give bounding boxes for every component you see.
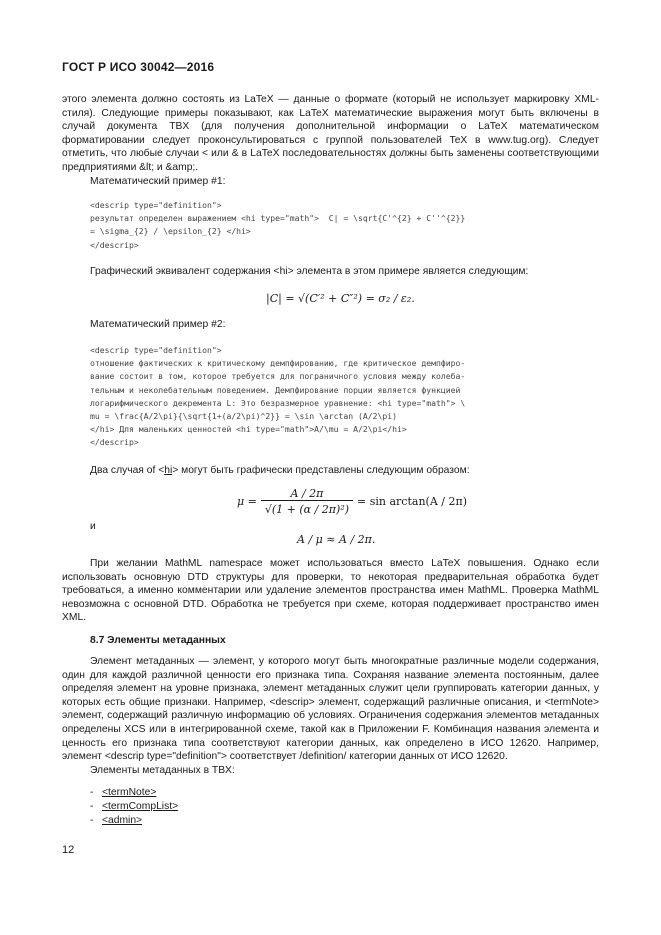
document-header: ГОСТ Р ИСО 30042—2016 xyxy=(62,60,215,74)
paragraph-two-cases: Два случая of <hi> могут быть графически представлены следующим образом: xyxy=(90,465,470,476)
term-comp-list-link[interactable]: <termCompList> xyxy=(102,801,179,812)
hi-link[interactable]: hi xyxy=(164,465,173,476)
paragraph-text: этого элемента должно состоять из LaTeX — данные о формате (который не использует маркировку XML-стиля). Следующие примеры показывают, как LaTeX математические выражения могут быть включены в случай документа TBX (для получения дополнительной информации о LaTeX математическом форматировании следует проконсультироваться с группой пользователей TeX в www.tug.org). Следует отметить, что любые случаи < или & в LaTeX последовательностях должны быть заменены соответствующими предприятиями &lt; и &amp;. xyxy=(62,94,599,173)
admin-link[interactable]: <admin> xyxy=(102,815,143,826)
code-example-1: <descrip type="definition"> результат определен выражением <hi type="math"> C| = \sqrt{C'^{2} + C''^{2}} = \sigma_{2} / \epsilon_{2} </hi> </descrip> xyxy=(90,200,466,250)
list-item: - <admin> xyxy=(90,815,143,826)
and-text: и xyxy=(90,521,96,532)
formula-3: A / μ ≈ A / 2π. xyxy=(297,533,376,546)
paragraph-metadata xyxy=(62,655,599,777)
paragraph-text: Элемент метаданных — элемент, у которого могут быть многократные различные модели содержания, один для каждой различной ценности его признака типа. Сохраняя название элемента постоянным, далее определяя элемент на уровне признака, элемент метаданных служит цели группировать категории данных, у которых есть общие признаки. Например, <descrip> элемент, содержащий различные описания, и <termNote> элемент, содержащий различную информацию об условиях. Ограничения содержания элементов метаданных определены XCS или в интегрированной схеме, такой как в Приложении F. Комбинация названия элемента и ценность его признака типа соответствуют категории данных, как определено в ИСО 12620. Например, элемент <descrip type="definition"> соответствует /definition/ категории данных от ИСО 12620. xyxy=(62,656,599,763)
paragraph-text: При желании MathML namespace может использоваться вместо LaTeX повышения. Однако если использовать основную DTD структуры для проверки, то некоторая предварительная обработка будет требоваться, а именно комментарии или удаление элементов пространства имен MathML. Проверка MathML невозможна с основной DTD. Обработка не требуется при схеме, которая поддерживает пространство имен XML. xyxy=(62,558,599,624)
page-number: 12 xyxy=(62,844,75,856)
example-1-label: Математический пример #1: xyxy=(90,175,226,187)
term-note-link[interactable]: <termNote> xyxy=(102,787,157,798)
list-item: - <termNote> xyxy=(90,787,157,798)
list-item: - <termCompList> xyxy=(90,801,179,812)
example-2-label: Математический пример #2: xyxy=(90,319,226,330)
section-heading: 8.7 Элементы метаданных xyxy=(90,635,226,646)
paragraph-graphical xyxy=(62,265,599,279)
list-title: Элементы метаданных в TBX: xyxy=(90,764,235,776)
formula-1: |C| = √(C′² + C″²) = σ₂ / ε₂. xyxy=(266,292,415,305)
paragraph-text: Графический эквивалент содержания <hi> элемента в этом примере является следующим: xyxy=(90,266,529,277)
formula-2: μ = A / 2π = sin arctan(A / 2π) √(1 + (α / 2π)²) xyxy=(237,487,467,516)
paragraph-example-2 xyxy=(62,318,599,332)
code-example-2: <descrip type="definition"> отношение фактических к критическому демпфированию, где критическое демпфиро- вание состоит в том, которое требуется для пограничного условия между колеба- тельным и неколебательным поведением. Демпфирование порции является функцией логарифмического декремента L: Это безразмерное уравнение: <hi type="math"> \ mu = \frac{A/2\pi}{\sqrt{1+(a/2\pi)^2}} = \sin \arctan (A/2\pi) </hi> Для маленьких ценностей <hi type="math">A/\mu = A/2\pi</hi> </descrip> xyxy=(90,345,466,448)
paragraph-latex-intro xyxy=(62,93,599,188)
paragraph-mathml xyxy=(62,557,599,625)
